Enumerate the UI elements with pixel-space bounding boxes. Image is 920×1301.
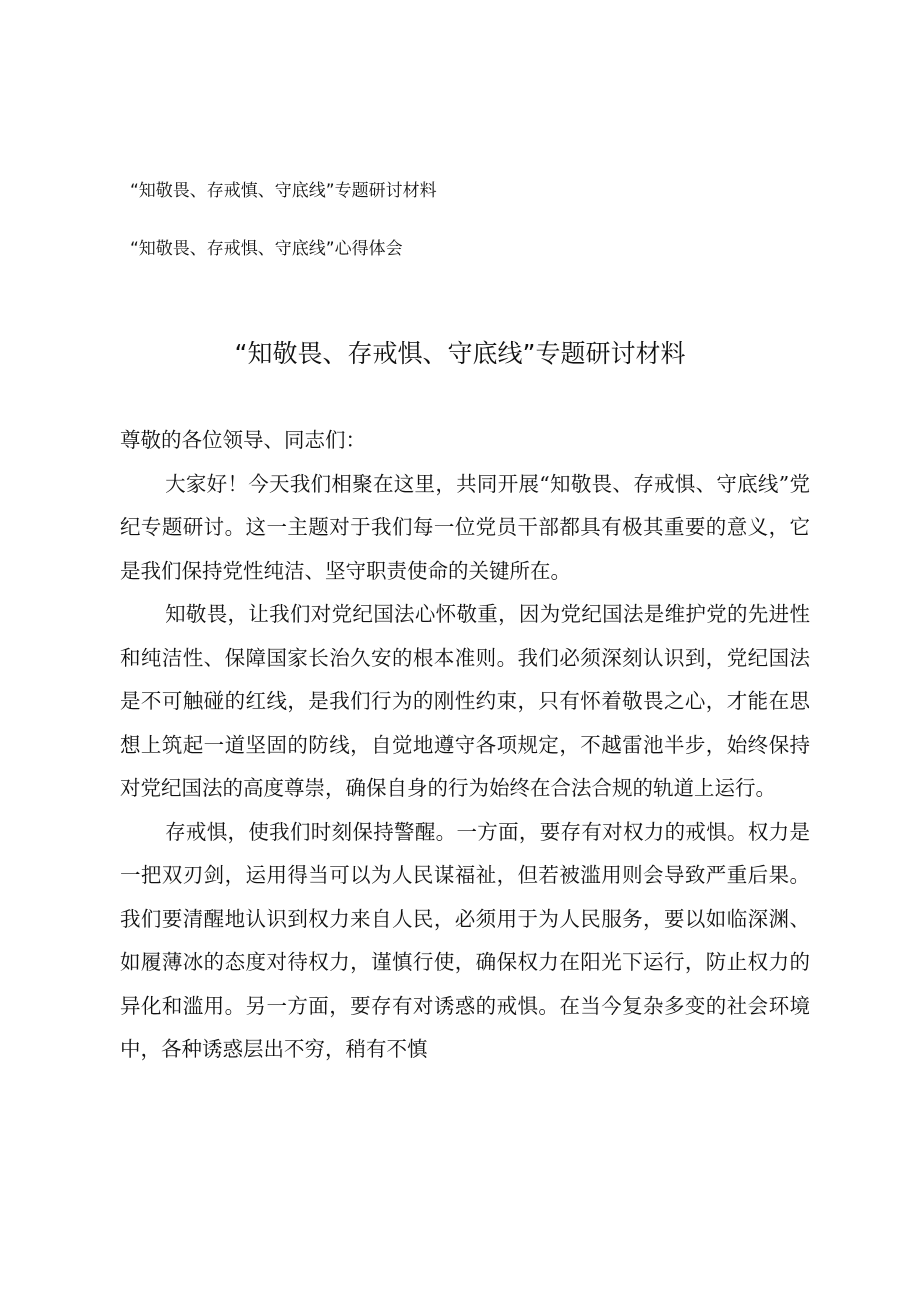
salutation: 尊敬的各位领导、同志们： [120, 428, 366, 452]
table-of-contents [130, 176, 830, 292]
paragraph-3: 存戒惧，使我们时刻保持警醒。一方面，要存有对权力的戒惧。权力是一把双刃剑，运用得当可以为人民谋福祉，但若被滥用则会导致严重后果。我们要清醒地认识到权力来自人民，必须用于为人民服务，要以如临深渊、如履薄冰的态度对待权力，谨慎行使，确保权力在阳光下运行，防止权力的异化和滥用。另一方面，要存有对诱惑的戒惧。在当今复杂多变的社会环境中，各种诱惑层出不穷，稍有不慎 [120, 819, 810, 1061]
paragraph-2: 知敬畏，让我们对党纪国法心怀敬重，因为党纪国法是维护党的先进性和纯洁性、保障国家长治久安的根本准则。我们必须深刻认识到，党纪国法是不可触碰的红线，是我们行为的刚性约束，只有怀着敬畏之心，才能在思想上筑起一道坚固的防线，自觉地遵守各项规定，不越雷池半步，始终保持对党纪国法的高度尊崇，确保自身的行为始终在合法合规的轨道上运行。 [120, 602, 810, 800]
toc-item-2[interactable]: “知敬畏、存戒惧、守底线”心得体会 [130, 239, 403, 259]
document-title: “知敬畏、存戒惧、守底线”专题研讨材料 [234, 339, 686, 368]
toc-item-1[interactable]: “知敬畏、存戒慎、守底线”专题研讨材料 [130, 181, 437, 201]
paragraph-1: 大家好！今天我们相聚在这里，共同开展“知敬畏、存戒惧、守底线”党纪专题研讨。这一主题对于我们每一位党员干部都具有极其重要的意义，它是我们保持党性纯洁、坚守职责使命的关键所在。 [120, 471, 810, 583]
document-body [120, 419, 810, 1072]
